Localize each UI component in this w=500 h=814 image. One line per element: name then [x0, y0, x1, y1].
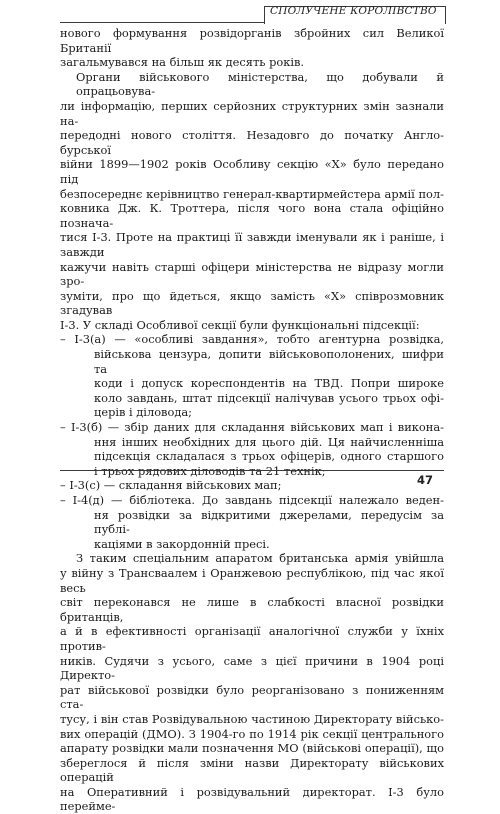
text-line: загальмувався на більш як десять років. [60, 55, 305, 70]
text-line: військова цензура, допити військовополонених, шифри та [94, 347, 444, 376]
text-line: ня розвідки за відкритими джерелами, передусім за публі- [94, 507, 444, 537]
text-line: тися І-3. Проте на практиці її завжди іменували як і раніше, і завжди [60, 230, 444, 259]
text-line: збереглося й після зміни назви Директорату військових операцій [60, 755, 444, 785]
text-line: зуміти, про що йдеться, якщо замість «Х» співрозмовник згадував [60, 288, 444, 318]
text-line: вих операцій (ДМО). З 1904-го по 1914 рік секції центрального [60, 726, 444, 741]
text-line: церів і діловода; [94, 405, 192, 420]
text-line: світ переконався не лише в слабкості власної розвідки британців, [60, 595, 444, 624]
text-line: ли інформацію, перших серйозних структурних змін зазнали на- [60, 98, 444, 128]
text-line: – І-4(д) — бібліотека. До завдань підсекції належало веден- [60, 493, 444, 507]
running-head: СПОЛУЧЕНЕ КОРОЛІВСТВО [270, 5, 437, 17]
text-line: і трьох рядових діловодів та 21 технік; [94, 463, 326, 478]
text-line: каціями в закордонній пресі. [94, 536, 270, 551]
text-line: підсекція складалася з трьох офіцерів, одного старшого [94, 449, 444, 464]
text-line: – І-3(б) — збір даних для складання військових мап і викона- [60, 420, 444, 435]
text-line: рат військової розвідки було реорганізовано з пониженням ста- [60, 682, 444, 712]
text-line: а й в ефективності організації аналогічної служби у їхніх против- [60, 624, 444, 653]
text-line: коло завдань, штат підсекції налічував усього трьох офі- [94, 390, 444, 405]
text-line: – І-3(а) — «особливі завдання», тобто агентурна розвідка, [60, 332, 444, 347]
text-line: ковника Дж. К. Троттера, після чого вона стала офіційно познача- [60, 201, 444, 230]
text-line: апарату розвідки мали позначення МО (військові операції), що [60, 741, 444, 756]
text-line: коди і допуск кореспондентів на ТВД. Попри широке [94, 376, 444, 391]
text-line: у війну з Трансваалем і Оранжевою республікою, під час якої весь [60, 565, 444, 595]
text-line: передодні нового століття. Незадовго до початку Англо-бурської [60, 128, 444, 157]
text-line: нового формування розвідорганів збройних сил Великої Британії [60, 26, 444, 55]
page-number: 47 [417, 473, 434, 487]
text-line: ників. Судячи з усього, саме з цієї причини в 1904 році Директо- [60, 653, 444, 683]
footer-rule [60, 470, 444, 471]
text-line: ння інших необхідних для цього дій. Ця найчисленніша [94, 434, 444, 449]
text-line: безпосереднє керівництво генерал-квартирмейстера армії пол- [60, 186, 444, 201]
text-line: І-3. У складі Особливої секції були функціональні підсекції: [60, 317, 420, 332]
text-line: – І-3(с) — складання військових мап; [60, 478, 282, 493]
text-line: Органи військового міністерства, що добували й опрацьовува- [76, 69, 444, 99]
text-line: кажучи навіть старші офіцери міністерства не відразу могли зро- [60, 259, 444, 289]
text-line: З таким спеціальним апаратом британська армія увійшла [76, 551, 444, 566]
text-line: на Оперативний і розвідувальний директорат. І-3 було переймe- [60, 784, 444, 814]
text-line: війни 1899—1902 років Особливу секцію «Х» було передано під [60, 157, 444, 186]
body-text [60, 26, 444, 814]
text-line: тусу, і він став Розвідувальною частиною Директорату військо- [60, 711, 444, 726]
